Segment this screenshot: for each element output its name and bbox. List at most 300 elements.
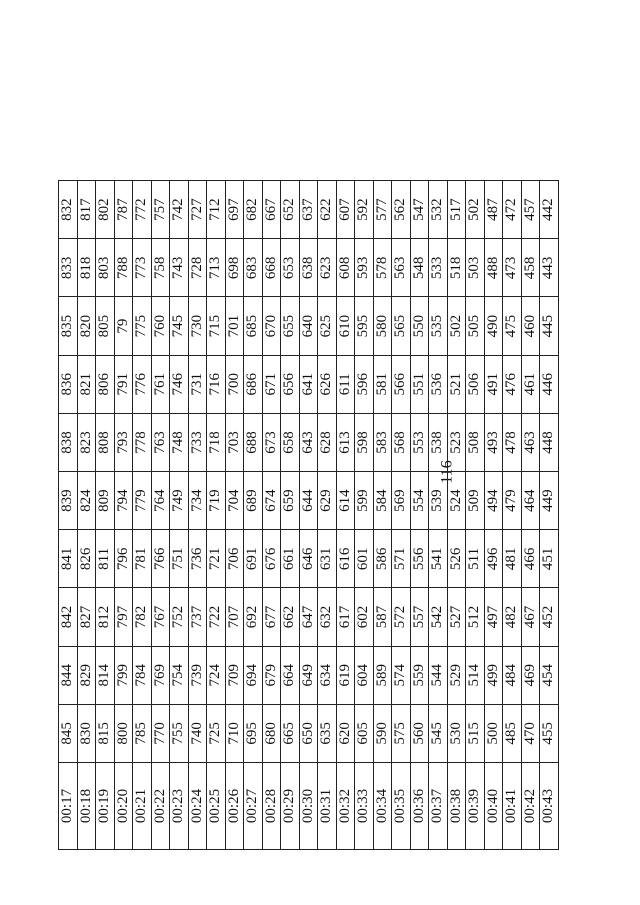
table-row — [77, 181, 96, 850]
value-cell: 613 — [336, 413, 355, 471]
value-cell: 529 — [447, 646, 466, 704]
table-row — [318, 181, 337, 850]
value-cell: 845 — [59, 704, 78, 762]
value-cell: 812 — [96, 588, 115, 646]
value-cell: 668 — [262, 239, 281, 297]
value-cell: 730 — [188, 297, 207, 355]
value-cell: 446 — [540, 355, 559, 413]
value-cell: 724 — [207, 646, 226, 704]
value-cell: 725 — [207, 704, 226, 762]
value-cell: 736 — [188, 530, 207, 588]
value-cell: 764 — [151, 472, 170, 530]
value-cell: 490 — [484, 297, 503, 355]
value-cell: 811 — [96, 530, 115, 588]
table-row — [281, 181, 300, 850]
time-cell: 00:20 — [114, 763, 133, 850]
time-cell: 00:25 — [207, 763, 226, 850]
value-cell: 629 — [318, 472, 337, 530]
value-cell: 701 — [225, 297, 244, 355]
value-cell: 589 — [373, 646, 392, 704]
value-cell: 779 — [133, 472, 152, 530]
value-cell: 533 — [429, 239, 448, 297]
value-cell: 580 — [373, 297, 392, 355]
value-cell: 560 — [410, 704, 429, 762]
value-cell: 640 — [299, 297, 318, 355]
value-cell: 646 — [299, 530, 318, 588]
value-cell: 734 — [188, 472, 207, 530]
value-cell: 844 — [59, 646, 78, 704]
value-cell: 680 — [262, 704, 281, 762]
value-cell: 818 — [77, 239, 96, 297]
time-cell: 00:18 — [77, 763, 96, 850]
value-cell: 707 — [225, 588, 244, 646]
value-cell: 473 — [503, 239, 522, 297]
value-cell: 530 — [447, 704, 466, 762]
value-cell: 569 — [392, 472, 411, 530]
value-cell: 593 — [355, 239, 374, 297]
value-cell: 517 — [447, 181, 466, 239]
time-cell: 00:17 — [59, 763, 78, 850]
value-cell: 733 — [188, 413, 207, 471]
value-cell: 472 — [503, 181, 522, 239]
value-cell: 752 — [170, 588, 189, 646]
value-cell: 794 — [114, 472, 133, 530]
value-cell: 671 — [262, 355, 281, 413]
value-cell: 539 — [429, 472, 448, 530]
value-cell: 683 — [244, 239, 263, 297]
value-cell: 451 — [540, 530, 559, 588]
value-cell: 656 — [281, 355, 300, 413]
value-cell: 709 — [225, 646, 244, 704]
value-cell: 721 — [207, 530, 226, 588]
value-cell: 806 — [96, 355, 115, 413]
table-row — [503, 181, 522, 850]
value-cell: 713 — [207, 239, 226, 297]
value-cell: 526 — [447, 530, 466, 588]
time-cell: 00:33 — [355, 763, 374, 850]
value-cell: 817 — [77, 181, 96, 239]
value-cell: 835 — [59, 297, 78, 355]
table-row — [244, 181, 263, 850]
value-cell: 599 — [355, 472, 374, 530]
value-cell: 541 — [429, 530, 448, 588]
value-cell: 626 — [318, 355, 337, 413]
value-cell: 596 — [355, 355, 374, 413]
value-cell: 638 — [299, 239, 318, 297]
value-cell: 740 — [188, 704, 207, 762]
table-row — [392, 181, 411, 850]
value-cell: 551 — [410, 355, 429, 413]
value-cell: 826 — [77, 530, 96, 588]
value-cell: 763 — [151, 413, 170, 471]
value-cell: 755 — [170, 704, 189, 762]
value-cell: 718 — [207, 413, 226, 471]
value-cell: 482 — [503, 588, 522, 646]
value-cell: 679 — [262, 646, 281, 704]
table-row — [114, 181, 133, 850]
time-cell: 00:21 — [133, 763, 152, 850]
value-cell: 691 — [244, 530, 263, 588]
table-row — [133, 181, 152, 850]
time-cell: 00:24 — [188, 763, 207, 850]
value-cell: 773 — [133, 239, 152, 297]
value-cell: 827 — [77, 588, 96, 646]
value-cell: 686 — [244, 355, 263, 413]
time-cell: 00:39 — [466, 763, 485, 850]
value-cell: 788 — [114, 239, 133, 297]
value-cell: 832 — [59, 181, 78, 239]
value-cell: 614 — [336, 472, 355, 530]
value-cell: 479 — [503, 472, 522, 530]
value-cell: 502 — [466, 181, 485, 239]
value-cell: 757 — [151, 181, 170, 239]
value-cell: 514 — [466, 646, 485, 704]
value-cell: 814 — [96, 646, 115, 704]
value-cell: 745 — [170, 297, 189, 355]
time-cell: 00:26 — [225, 763, 244, 850]
value-cell: 449 — [540, 472, 559, 530]
value-cell: 803 — [96, 239, 115, 297]
value-cell: 808 — [96, 413, 115, 471]
table-row — [225, 181, 244, 850]
value-cell: 458 — [521, 239, 540, 297]
value-cell: 700 — [225, 355, 244, 413]
value-cell: 583 — [373, 413, 392, 471]
value-cell: 484 — [503, 646, 522, 704]
value-cell: 601 — [355, 530, 374, 588]
value-cell: 590 — [373, 704, 392, 762]
value-cell: 485 — [503, 704, 522, 762]
value-cell: 776 — [133, 355, 152, 413]
value-cell: 778 — [133, 413, 152, 471]
value-cell: 602 — [355, 588, 374, 646]
value-cell: 799 — [114, 646, 133, 704]
table-row — [59, 181, 78, 850]
value-cell: 443 — [540, 239, 559, 297]
table-row — [429, 181, 448, 850]
value-cell: 820 — [77, 297, 96, 355]
table-row — [410, 181, 429, 850]
value-cell: 772 — [133, 181, 152, 239]
value-cell: 494 — [484, 472, 503, 530]
value-cell: 737 — [188, 588, 207, 646]
value-cell: 595 — [355, 297, 374, 355]
value-cell: 742 — [170, 181, 189, 239]
value-cell: 574 — [392, 646, 411, 704]
value-cell: 509 — [466, 472, 485, 530]
table-row — [373, 181, 392, 850]
time-cell: 00:40 — [484, 763, 503, 850]
value-cell: 716 — [207, 355, 226, 413]
value-cell: 481 — [503, 530, 522, 588]
value-cell: 607 — [336, 181, 355, 239]
value-cell: 766 — [151, 530, 170, 588]
value-cell: 457 — [521, 181, 540, 239]
value-cell: 722 — [207, 588, 226, 646]
time-cell: 00:41 — [503, 763, 522, 850]
value-cell: 476 — [503, 355, 522, 413]
value-cell: 829 — [77, 646, 96, 704]
value-cell: 833 — [59, 239, 78, 297]
value-cell: 676 — [262, 530, 281, 588]
value-cell: 575 — [392, 704, 411, 762]
value-cell: 682 — [244, 181, 263, 239]
table-row — [521, 181, 540, 850]
value-cell: 605 — [355, 704, 374, 762]
time-cell: 00:43 — [540, 763, 559, 850]
value-cell: 652 — [281, 181, 300, 239]
value-cell: 616 — [336, 530, 355, 588]
value-cell: 622 — [318, 181, 337, 239]
value-cell: 466 — [521, 530, 540, 588]
time-cell: 00:34 — [373, 763, 392, 850]
table-container — [58, 180, 558, 850]
table-body — [59, 181, 559, 850]
value-cell: 493 — [484, 413, 503, 471]
value-cell: 608 — [336, 239, 355, 297]
value-cell: 641 — [299, 355, 318, 413]
table-row — [540, 181, 559, 850]
value-cell: 578 — [373, 239, 392, 297]
value-cell: 631 — [318, 530, 337, 588]
value-cell: 553 — [410, 413, 429, 471]
value-cell: 623 — [318, 239, 337, 297]
value-cell: 809 — [96, 472, 115, 530]
value-cell: 796 — [114, 530, 133, 588]
value-cell: 497 — [484, 588, 503, 646]
value-cell: 800 — [114, 704, 133, 762]
value-cell: 703 — [225, 413, 244, 471]
value-cell: 628 — [318, 413, 337, 471]
value-cell: 797 — [114, 588, 133, 646]
value-cell: 689 — [244, 472, 263, 530]
value-cell: 523 — [447, 413, 466, 471]
value-cell: 715 — [207, 297, 226, 355]
value-cell: 518 — [447, 239, 466, 297]
value-cell: 836 — [59, 355, 78, 413]
value-cell: 545 — [429, 704, 448, 762]
value-cell: 586 — [373, 530, 392, 588]
time-cell: 00:36 — [410, 763, 429, 850]
value-cell: 617 — [336, 588, 355, 646]
value-cell: 572 — [392, 588, 411, 646]
value-cell: 634 — [318, 646, 337, 704]
value-cell: 643 — [299, 413, 318, 471]
value-cell: 839 — [59, 472, 78, 530]
value-cell: 452 — [540, 588, 559, 646]
value-cell: 653 — [281, 239, 300, 297]
value-cell: 499 — [484, 646, 503, 704]
value-cell: 727 — [188, 181, 207, 239]
value-cell: 581 — [373, 355, 392, 413]
value-cell: 563 — [392, 239, 411, 297]
value-cell: 611 — [336, 355, 355, 413]
value-cell: 521 — [447, 355, 466, 413]
time-cell: 00:35 — [392, 763, 411, 850]
value-cell: 824 — [77, 472, 96, 530]
time-cell: 00:27 — [244, 763, 263, 850]
value-cell: 649 — [299, 646, 318, 704]
value-cell: 782 — [133, 588, 152, 646]
value-cell: 502 — [447, 297, 466, 355]
value-cell: 749 — [170, 472, 189, 530]
value-cell: 505 — [466, 297, 485, 355]
value-cell: 658 — [281, 413, 300, 471]
value-cell: 527 — [447, 588, 466, 646]
value-cell: 503 — [466, 239, 485, 297]
value-cell: 487 — [484, 181, 503, 239]
value-cell: 620 — [336, 704, 355, 762]
table-row — [262, 181, 281, 850]
value-cell: 547 — [410, 181, 429, 239]
value-cell: 710 — [225, 704, 244, 762]
value-cell: 475 — [503, 297, 522, 355]
table-row — [466, 181, 485, 850]
value-cell: 442 — [540, 181, 559, 239]
value-cell: 548 — [410, 239, 429, 297]
table-row — [207, 181, 226, 850]
value-cell: 815 — [96, 704, 115, 762]
value-cell: 758 — [151, 239, 170, 297]
value-cell: 637 — [299, 181, 318, 239]
value-cell: 610 — [336, 297, 355, 355]
value-cell: 512 — [466, 588, 485, 646]
value-cell: 559 — [410, 646, 429, 704]
value-cell: 562 — [392, 181, 411, 239]
value-cell: 805 — [96, 297, 115, 355]
value-cell: 536 — [429, 355, 448, 413]
value-cell: 445 — [540, 297, 559, 355]
time-cell: 00:22 — [151, 763, 170, 850]
value-cell: 587 — [373, 588, 392, 646]
page-number-text: 116 — [439, 460, 456, 484]
value-cell: 728 — [188, 239, 207, 297]
value-cell: 448 — [540, 413, 559, 471]
value-cell: 841 — [59, 530, 78, 588]
value-cell: 661 — [281, 530, 300, 588]
value-cell: 761 — [151, 355, 170, 413]
value-cell: 463 — [521, 413, 540, 471]
value-cell: 719 — [207, 472, 226, 530]
value-cell: 592 — [355, 181, 374, 239]
time-cell: 00:29 — [281, 763, 300, 850]
time-cell: 00:28 — [262, 763, 281, 850]
value-cell: 647 — [299, 588, 318, 646]
value-cell: 500 — [484, 704, 503, 762]
value-cell: 464 — [521, 472, 540, 530]
value-cell: 662 — [281, 588, 300, 646]
data-table — [58, 180, 559, 850]
table-row — [188, 181, 207, 850]
value-cell: 665 — [281, 704, 300, 762]
value-cell: 632 — [318, 588, 337, 646]
value-cell: 751 — [170, 530, 189, 588]
value-cell: 467 — [521, 588, 540, 646]
value-cell: 460 — [521, 297, 540, 355]
value-cell: 673 — [262, 413, 281, 471]
value-cell: 571 — [392, 530, 411, 588]
value-cell: 785 — [133, 704, 152, 762]
table-row — [170, 181, 189, 850]
value-cell: 743 — [170, 239, 189, 297]
value-cell: 781 — [133, 530, 152, 588]
value-cell: 488 — [484, 239, 503, 297]
value-cell: 830 — [77, 704, 96, 762]
value-cell: 659 — [281, 472, 300, 530]
value-cell: 754 — [170, 646, 189, 704]
value-cell: 791 — [114, 355, 133, 413]
value-cell: 511 — [466, 530, 485, 588]
value-cell: 506 — [466, 355, 485, 413]
time-cell: 00:32 — [336, 763, 355, 850]
value-cell: 542 — [429, 588, 448, 646]
value-cell: 469 — [521, 646, 540, 704]
value-cell: 598 — [355, 413, 374, 471]
value-cell: 748 — [170, 413, 189, 471]
value-cell: 769 — [151, 646, 170, 704]
value-cell: 535 — [429, 297, 448, 355]
value-cell: 550 — [410, 297, 429, 355]
value-cell: 454 — [540, 646, 559, 704]
value-cell: 478 — [503, 413, 522, 471]
value-cell: 584 — [373, 472, 392, 530]
value-cell: 508 — [466, 413, 485, 471]
value-cell: 842 — [59, 588, 78, 646]
value-cell: 739 — [188, 646, 207, 704]
value-cell: 491 — [484, 355, 503, 413]
table-row — [484, 181, 503, 850]
value-cell: 692 — [244, 588, 263, 646]
value-cell: 566 — [392, 355, 411, 413]
value-cell: 802 — [96, 181, 115, 239]
table-row — [151, 181, 170, 850]
value-cell: 515 — [466, 704, 485, 762]
value-cell: 625 — [318, 297, 337, 355]
value-cell: 568 — [392, 413, 411, 471]
value-cell: 706 — [225, 530, 244, 588]
value-cell: 470 — [521, 704, 540, 762]
value-cell: 784 — [133, 646, 152, 704]
time-cell: 00:31 — [318, 763, 337, 850]
value-cell: 695 — [244, 704, 263, 762]
value-cell: 767 — [151, 588, 170, 646]
value-cell: 577 — [373, 181, 392, 239]
value-cell: 823 — [77, 413, 96, 471]
value-cell: 79 — [114, 297, 133, 355]
value-cell: 793 — [114, 413, 133, 471]
value-cell: 685 — [244, 297, 263, 355]
value-cell: 556 — [410, 530, 429, 588]
value-cell: 838 — [59, 413, 78, 471]
time-cell: 00:23 — [170, 763, 189, 850]
value-cell: 461 — [521, 355, 540, 413]
value-cell: 619 — [336, 646, 355, 704]
value-cell: 644 — [299, 472, 318, 530]
value-cell: 565 — [392, 297, 411, 355]
table-row — [355, 181, 374, 850]
table-row — [336, 181, 355, 850]
value-cell: 664 — [281, 646, 300, 704]
value-cell: 655 — [281, 297, 300, 355]
time-cell: 00:30 — [299, 763, 318, 850]
value-cell: 604 — [355, 646, 374, 704]
table-row — [299, 181, 318, 850]
value-cell: 667 — [262, 181, 281, 239]
value-cell: 674 — [262, 472, 281, 530]
value-cell: 650 — [299, 704, 318, 762]
value-cell: 532 — [429, 181, 448, 239]
table-row — [96, 181, 115, 850]
